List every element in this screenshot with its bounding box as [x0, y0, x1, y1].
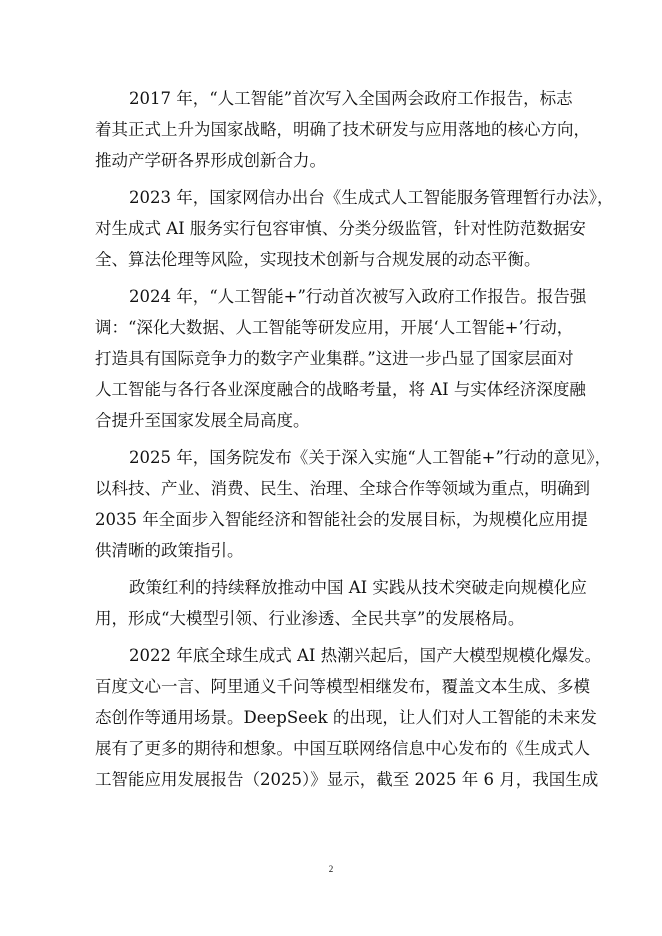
text-line: 工智能应用发展报告（2025）》显示，截至 2025 年 6 月，我国生成 [95, 770, 599, 789]
text-line: 人工智能与各行各业深度融合的战略考量，将 AI 与实体经济深度融 [95, 380, 586, 399]
text-line: 2024 年，“人工智能+”行动首次被写入政府工作报告。报告强 [129, 287, 587, 306]
paragraph-2024 [95, 281, 587, 436]
body-text [95, 83, 614, 801]
text-line: 以科技、产业、消费、民生、治理、全球合作等领域为重点，明确到 [95, 479, 590, 498]
text-line: 对生成式 AI 服务实行包容审慎、分类分级监管，针对性防范数据安 [95, 219, 586, 238]
text-line: 合提升至国家发展全局高度。 [95, 411, 310, 430]
paragraph-2025 [95, 442, 612, 566]
text-line: 政策红利的持续释放推动中国 AI 实践从技术突破走向规模化应 [129, 578, 587, 597]
text-line: 全、算法伦理等风险，实现技术创新与合规发展的动态平衡。 [95, 250, 541, 269]
text-line: 百度文心一言、阿里通义千问等模型相继发布，覆盖文本生成、多模 [95, 677, 590, 696]
text-line: 2017 年，“人工智能”首次写入全国两会政府工作报告，标志 [129, 89, 573, 108]
text-line: 2035 年全面步入智能经济和智能社会的发展目标，为规模化应用提 [95, 510, 588, 529]
text-line: 态创作等通用场景。DeepSeek 的出现，让人们对人工智能的未来发 [95, 708, 597, 727]
paragraph-2023 [95, 182, 614, 275]
text-line: 展有了更多的期待和想象。中国互联网络信息中心发布的《生成式人 [95, 739, 590, 758]
paragraph-2017 [95, 83, 590, 176]
text-line: 2025 年，国务院发布《关于深入实施“人工智能+”行动的意见》， [129, 448, 612, 467]
text-line: 打造具有国际竞争力的数字产业集群。”这进一步凸显了国家层面对 [95, 349, 574, 368]
text-line: 2022 年底全球生成式 AI 热潮兴起后，国产大模型规模化爆发。 [129, 646, 602, 665]
text-line: 2023 年，国家网信办出台《生成式人工智能服务管理暂行办法》， [129, 188, 614, 207]
paragraph-policy-dividend [95, 572, 587, 634]
paragraph-2022 [95, 640, 602, 795]
page-number: 2 [328, 864, 334, 874]
text-line: 调：“深化大数据、人工智能等研发应用，开展‘人工智能+’行动， [95, 318, 574, 337]
text-line: 供清晰的政策指引。 [95, 541, 244, 560]
text-line: 推动产学研各界形成创新合力。 [95, 151, 326, 170]
text-line: 着其正式上升为国家战略，明确了技术研发与应用落地的核心方向， [95, 120, 590, 139]
text-line: 用，形成“大模型引领、行业渗透、全民共享”的发展格局。 [95, 609, 525, 628]
